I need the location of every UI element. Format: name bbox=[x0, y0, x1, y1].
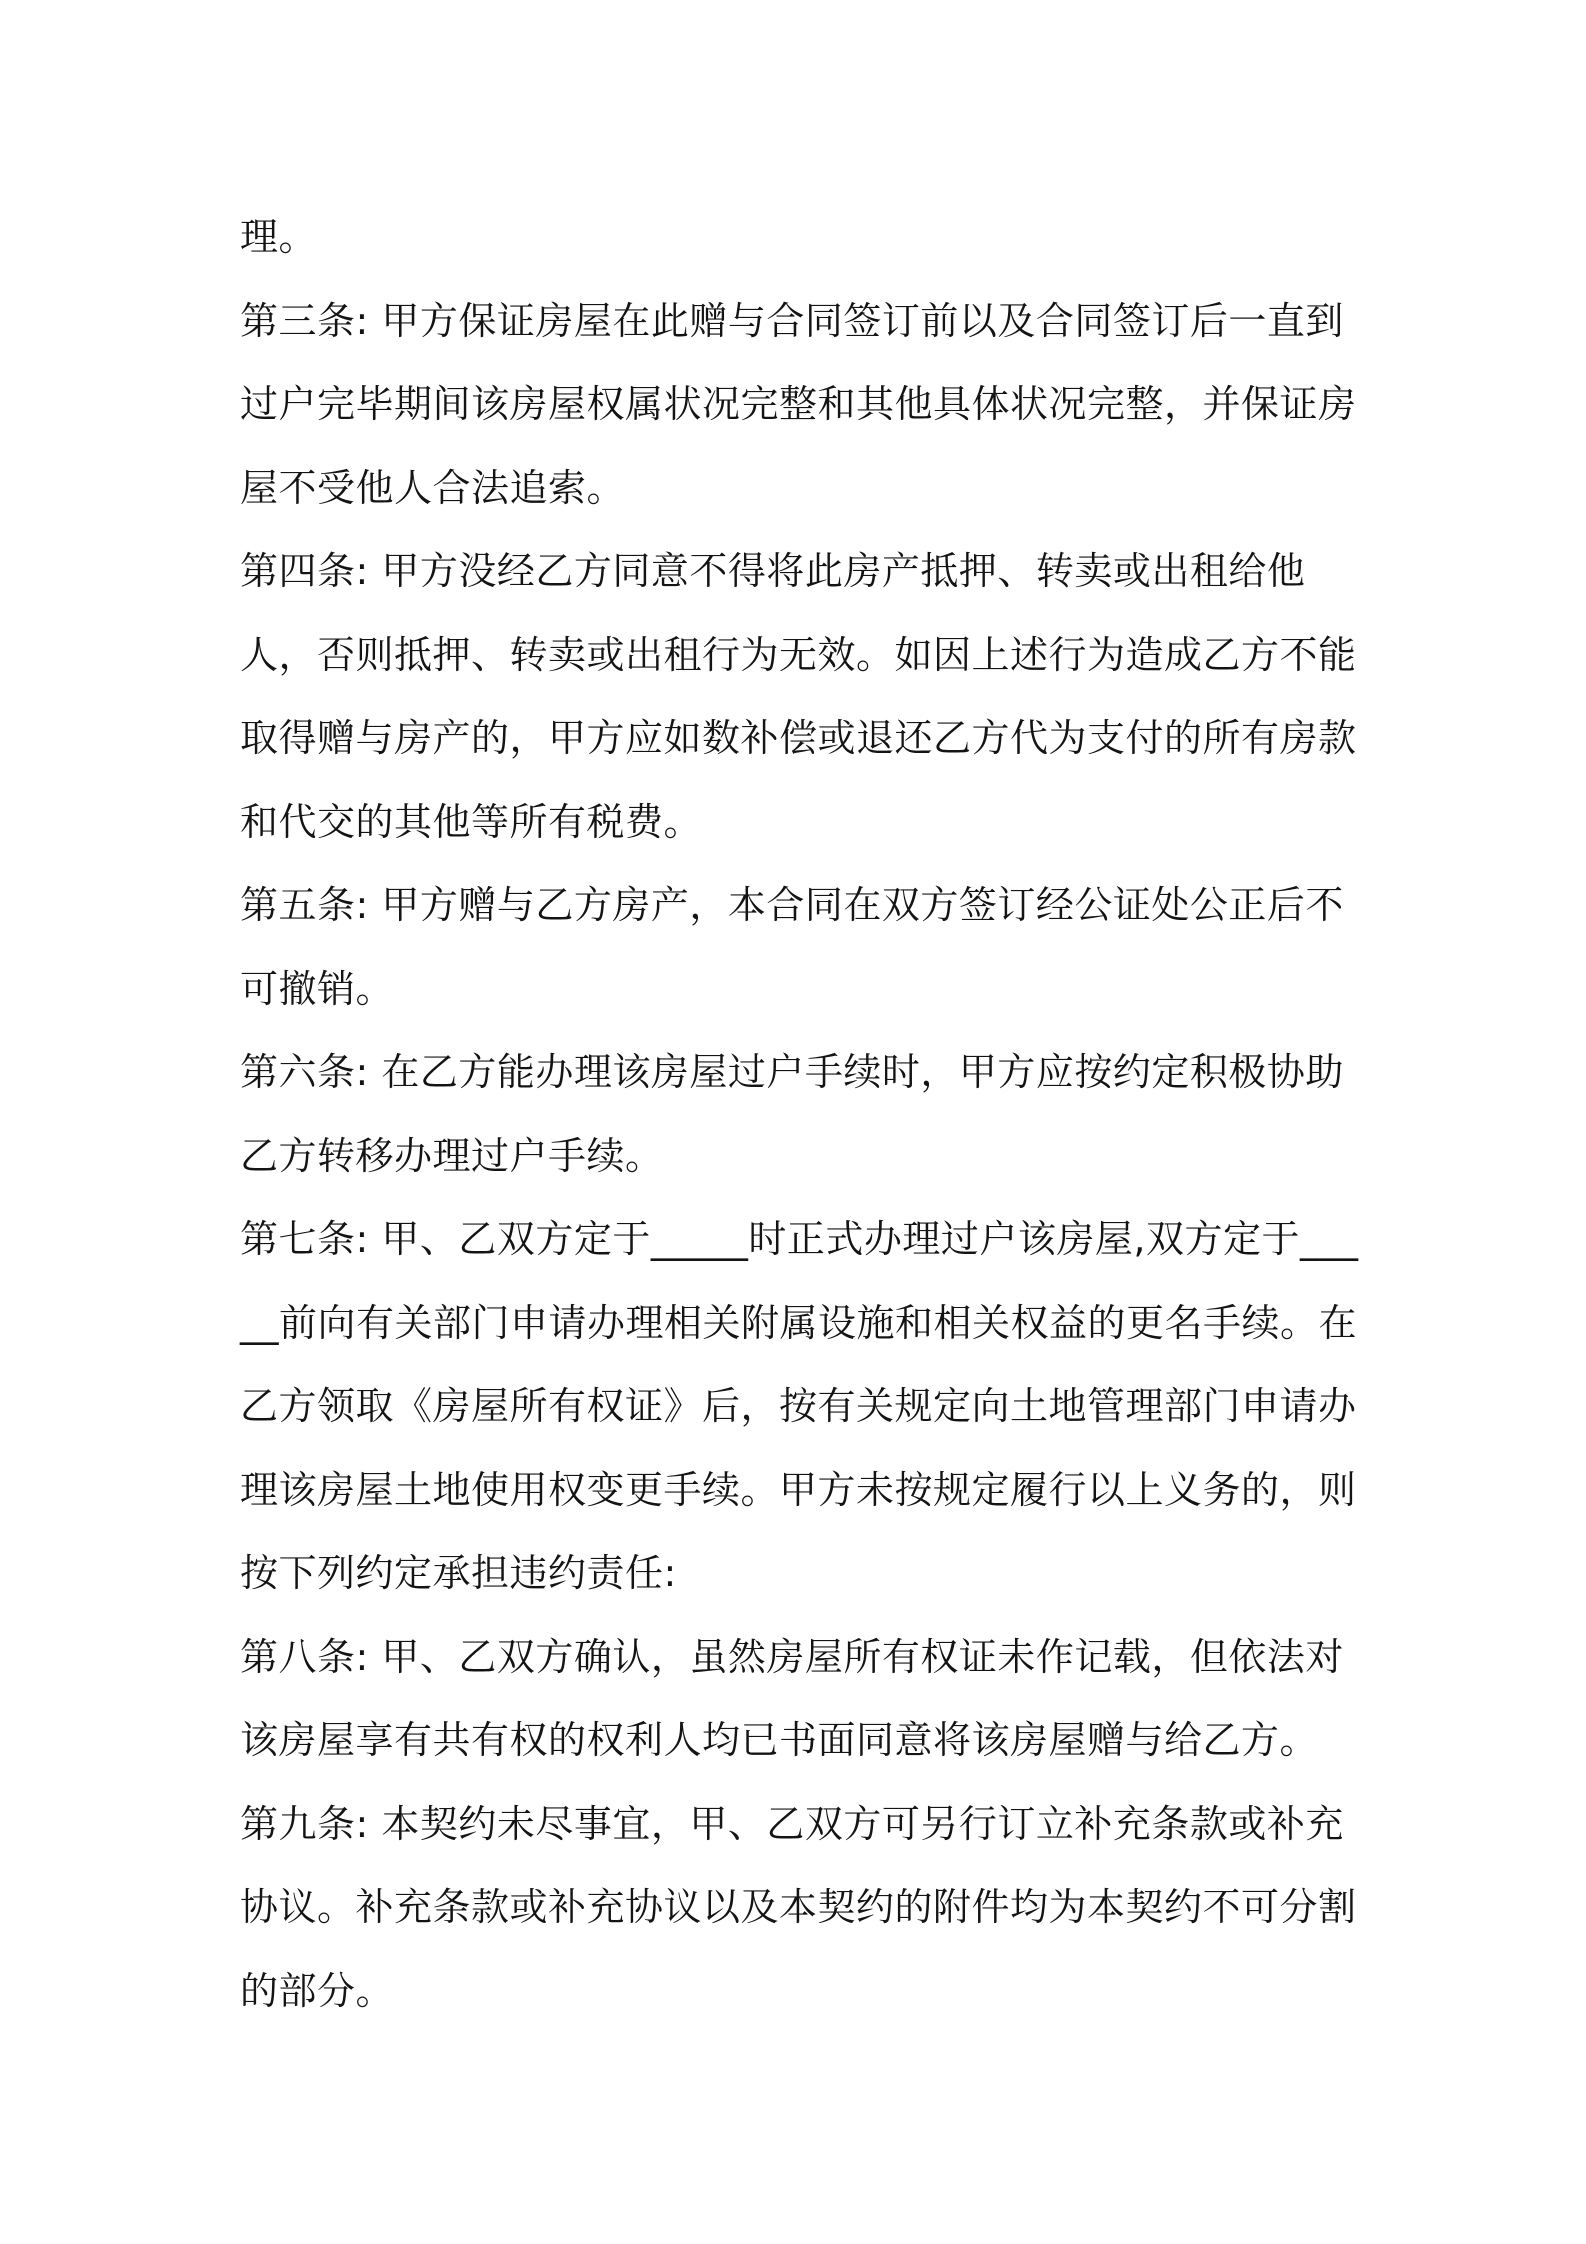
paragraph-continuation: 理。 bbox=[240, 215, 318, 259]
article-9: 第九条: 本契约未尽事宜，甲、乙双方可另行订立补充条款或补充协议。补充条款或补充协议以及本契约的附件均为本契约不可分割的部分。 bbox=[240, 1801, 1357, 2013]
article-3: 第三条: 甲方保证房屋在此赠与合同签订前以及合同签订后一直到过户完毕期间该房屋权属状况完整和其他具体状况完整，并保证房屋不受他人合法追索。 bbox=[240, 298, 1357, 510]
article-8: 第八条: 甲、乙双方确认，虽然房屋所有权证未作记载，但依法对该房屋享有共有权的权利人均已书面同意将该房屋赠与给乙方。 bbox=[240, 1634, 1344, 1762]
article-4: 第四条: 甲方没经乙方同意不得将此房产抵押、转卖或出租给他人，否则抵押、转卖或出租行为无效。如因上述行为造成乙方不能取得赠与房产的，甲方应如数补偿或退还乙方代为支付的所有房款和代交的其他等所有税费。 bbox=[240, 549, 1357, 844]
article-7: 第七条: 甲、乙双方定于_____时正式办理过户该房屋,双方定于_____前向有关部门申请办理相关附属设施和相关权益的更名手续。在乙方领取《房屋所有权证》后，按有关规定向土地管理部门申请办理该房屋土地使用权变更手续。甲方未按规定履行以上义务的，则按下列约定承担违约责任: bbox=[240, 1217, 1359, 1595]
document-body bbox=[240, 196, 1360, 2033]
article-6: 第六条: 在乙方能办理该房屋过户手续时，甲方应按约定积极协助乙方转移办理过户手续。 bbox=[240, 1050, 1344, 1178]
article-5: 第五条: 甲方赠与乙方房产，本合同在双方签订经公证处公正后不可撤销。 bbox=[240, 883, 1344, 1011]
